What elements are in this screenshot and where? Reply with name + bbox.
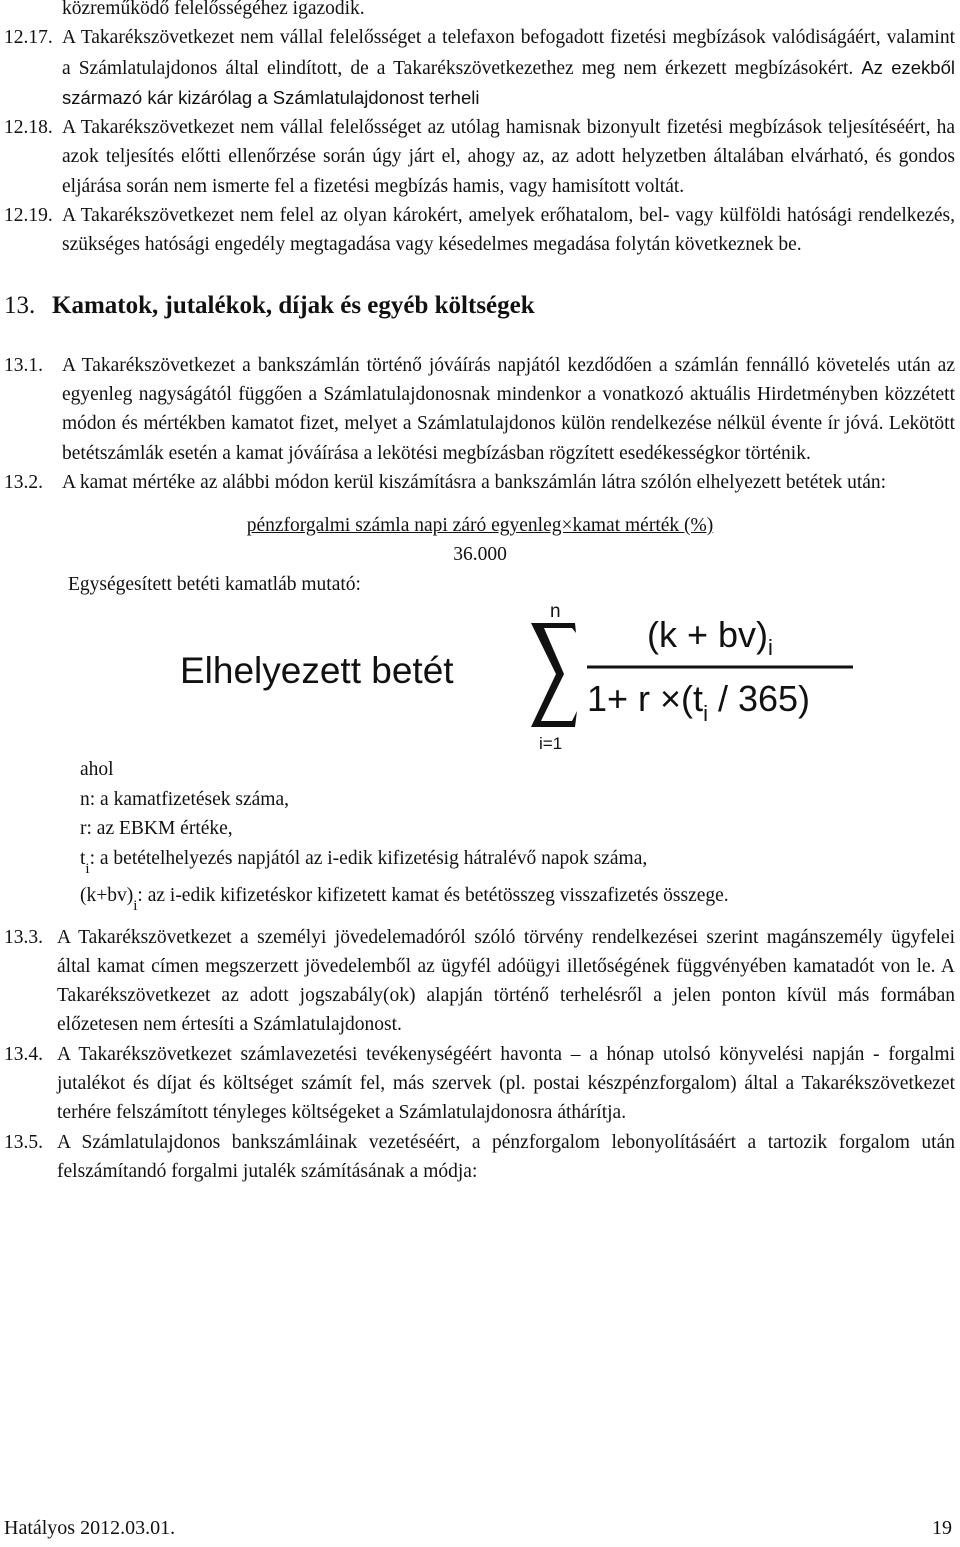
carryover-line: közreműködő felelősségéhez igazodik.: [62, 0, 365, 19]
section-12-19: [0, 201, 960, 260]
unified-rate-label: Egységesített betéti kamatláb mutató:: [68, 573, 361, 595]
legend-t-subscript: i: [85, 860, 90, 877]
section-number: 13.5.: [4, 1131, 43, 1153]
legend-r: r: az EBKM értéke,: [80, 818, 233, 840]
section-12-17: [0, 23, 960, 113]
deposit-formula: [0, 601, 960, 754]
legend-kbv-subscript: i: [133, 898, 138, 915]
section-text: A Takarékszövetkezet nem vállal felelősséget az utólag hamisnak bizonyult fizetési megbízások teljesítéséért, ha azok teljesítés előtti ellenőrzése során úgy járt el, ahogy az, az adott helyzetben általában elvárható, és gondos eljárása során nem ismerte fel a fizetési megbízás hamis, vagy hamisított voltát.: [62, 117, 955, 197]
sum-lower-limit: i=1: [539, 734, 563, 754]
legend-t: [80, 844, 960, 876]
section-12-18: [0, 113, 960, 201]
section-text: A Takarékszövetkezet a személyi jövedelemadóról szóló törvény rendelkezései szerint magánszemély ügyfelei által kamat címen megszerzett jövedelemből az ügyfél adóügyi illetőségének függvényében kamatadót von le. A Takarékszövetkezet az adott jogszabály(ok) alapján történő terhelésről a jelen ponton kívül más formában előzetesen nem értesíti a Számlatulajdonost.: [57, 926, 955, 1036]
interest-fraction: [0, 511, 960, 570]
section-text: A kamat mértéke az alábbi módon kerül kiszámításra a bankszámlán látra szólón elhelyezett betétek után:: [62, 471, 887, 493]
page-number: 19: [932, 1517, 952, 1539]
legend-t-text: : a betételhelyezés napjától az i-edik kifizetésig hátralévő napok száma,: [89, 847, 648, 869]
legend-ahol: ahol: [80, 759, 114, 781]
formula-legend: [0, 755, 960, 913]
sum-upper-limit: n: [550, 601, 561, 623]
formula-graphic: [175, 601, 875, 754]
section-text-sans: Az ezekből származó kár kizárólag a Számlatulajdonost terheli: [62, 56, 955, 108]
section-text: A Takarékszövetkezet nem felel az olyan károkért, amelyek erőhatalom, bel- vagy külföldi hatósági rendelkezés, szükséges hatósági engedély megtagadása vagy késedelmes megadása folytán következnek be.: [62, 205, 955, 256]
section-number: 13.2.: [4, 471, 43, 493]
legend-kbv-symbol: (k+bv): [80, 885, 134, 907]
section-number: 13.4.: [4, 1043, 43, 1065]
sigma-symbol: [531, 623, 577, 727]
formula-lhs: Elhelyezett betét: [180, 650, 454, 692]
section-text: A Számlatulajdonos bankszámláinak vezetéséért, a pénzforgalom lebonyolításáért a tartozik forgalom után felszámítandó forgalmi jutalék számításának a módja:: [57, 1131, 955, 1182]
section-13-4: [0, 1040, 960, 1128]
heading-number: 13.: [4, 291, 36, 319]
legend-kbv-text: : az i-edik kifizetéskor kifizetett kamat és betétösszeg visszafizetés összege.: [137, 885, 729, 907]
section-number: 12.19.: [4, 205, 53, 227]
heading-title: Kamatok, jutalékok, díjak és egyéb költségek: [52, 291, 535, 319]
fraction-denominator: 36.000: [453, 544, 507, 566]
fraction-numerator: pénzforgalmi számla napi záró egyenleg×kamat mérték (%): [246, 515, 714, 537]
section-13-3: [0, 923, 960, 1040]
section-13-heading: [0, 290, 960, 322]
section-number: 12.17.: [4, 27, 53, 49]
section-13-1: [0, 351, 960, 468]
legend-kbv: [80, 881, 960, 913]
section-number: 13.3.: [4, 926, 43, 948]
section-text: A Takarékszövetkezet számlavezetési tevékenységéért havonta – a hónap utolsó könyvelési napján - forgalmi jutalékot és díjat és költséget számít fel, más szervek (pl. postai készpénzforgalom) által a Takarékszövetkezet terhére felszámított tényleges költségeket a Számlatulajdonosra áthárítja.: [57, 1043, 955, 1124]
legend-t-symbol: t: [80, 847, 86, 869]
formula-numerator: $(k + bv)_i$: [647, 614, 773, 661]
section-number: 13.1.: [4, 354, 43, 376]
section-text: A Takarékszövetkezet a bankszámlán történő jóváírás napjától kezdődően a számlán fennálló követelés után az egyenleg nagyságától függően a Számlatulajdonosnak mindenkor a vonatkozó aktuális Hirdetményben közzétett módon és mértékben kamatot fizet, melyet a Számlatulajdonos külön rendelkezése nélkül évente ír jóvá. Lekötött betétszámlák esetén a kamat jóváírása a lekötési megbízásban rögzített esedékességkor történik.: [62, 354, 955, 464]
section-text: A Takarékszövetkezet nem vállal felelősséget a telefaxon befogadott fizetési megbízások valódiságáért, valamint a Számlatulajdonos által elindított, de a Takarékszövetkezethez meg nem érkezett megbízásokért.: [62, 27, 955, 79]
effective-date: Hatályos 2012.03.01.: [4, 1517, 176, 1539]
section-13-5: [0, 1128, 960, 1187]
legend-n: n: a kamatfizetések száma,: [80, 788, 289, 810]
section-number: 12.18.: [4, 117, 53, 139]
formula-denominator: $1+ r \times(t_i / 365)$: [587, 678, 811, 727]
section-13-2: [0, 468, 960, 497]
page-footer: [4, 1514, 952, 1544]
